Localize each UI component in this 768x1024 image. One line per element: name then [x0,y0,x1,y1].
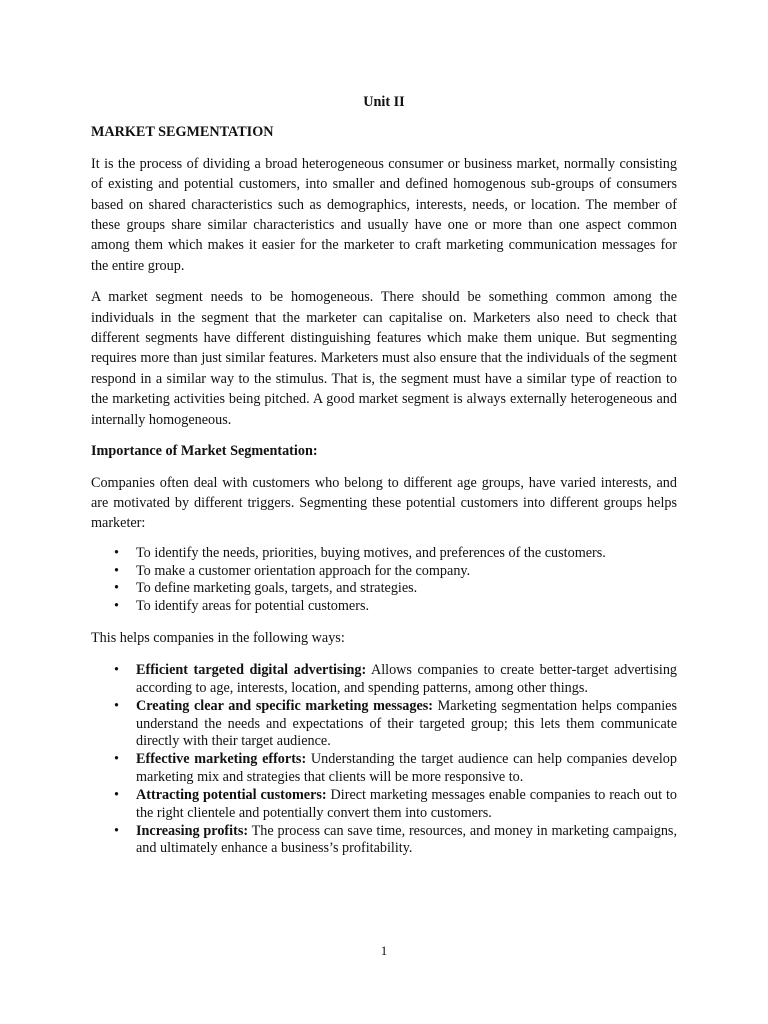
benefit-term: Creating clear and specific marketing messages: [136,698,433,714]
paragraph-homogeneous: A market segment needs to be homogeneous. There should be something common among the individuals in the segment that the marketer can capitalise on. Marketers also need to check that different segments have different distinguishing features which make them unique. But segmenting requires more than just similar features. Marketers must also ensure that the individuals of the segment respond in a similar way to the stimulus. That is, the segment must have a similar type of reaction to the marketing activities being pitched. A good market segment is always externally heterogeneous and internally homogeneous. [91,289,677,428]
ways-intro: This helps companies in the following ways: [91,629,345,646]
benefit-text: Direct marketing messages enable companies to reach out to the right clientele and potentially convert them into customers. [136,786,677,821]
section-title: MARKET SEGMENTATION [91,124,274,141]
benefit-text: Understanding the target audience can help companies develop marketing mix and strategies that clients will be more responsive to. [136,751,677,785]
list-item: • To make a customer orientation approach for the company. [91,563,677,581]
list-item [91,787,677,822]
list-item [91,751,677,786]
benefits-list [91,662,677,858]
paragraph-definition: It is the process of dividing a broad heterogeneous consumer or business market, normally consisting of existing and potential customers, into smaller and defined homogenous sub-groups of consumers based on shared characteristics such as demographics, interests, needs, or location. The member of these groups share similar characteristics and usually have one or more than one aspect common among them which makes it easier for the marketer to craft marketing communication messages for the entire group. [91,155,677,274]
document-page [91,92,677,858]
page-number: 1 [380,943,388,958]
list-item: • To identify areas for potential customers. [91,598,677,616]
importance-list [91,545,677,616]
list-item [91,823,677,858]
benefit-term: Increasing profits: [136,822,249,839]
unit-title: Unit II [363,94,405,110]
list-item [91,662,677,697]
benefit-term: Attracting potential customers: [136,786,327,803]
importance-intro: Companies often deal with customers who belong to different age groups, have varied interests, and are motivated by different triggers. Segmenting these potential customers into different groups helps marketer: [91,474,677,532]
importance-heading: Importance of Market Segmentation: [91,443,318,460]
benefit-text: The process can save time, resources, and money in marketing campaigns, and ultimately enhance a business’s profitability. [136,822,677,857]
list-item [91,698,677,751]
benefit-term: Effective marketing efforts: [136,751,307,768]
list-item: • To identify the needs, priorities, buying motives, and preferences of the customers. [91,545,677,563]
benefit-text: Allows companies to create better-target advertising according to age, interests, location, and spending patterns, among other things. [136,662,678,696]
benefit-term: Efficient targeted digital advertising: [136,662,367,679]
list-item: • To define marketing goals, targets, and strategies. [91,580,677,598]
benefit-text: Marketing segmentation helps companies understand the needs and expectations of their targeted group; this lets them communicate directly with their target audience. [136,698,677,750]
